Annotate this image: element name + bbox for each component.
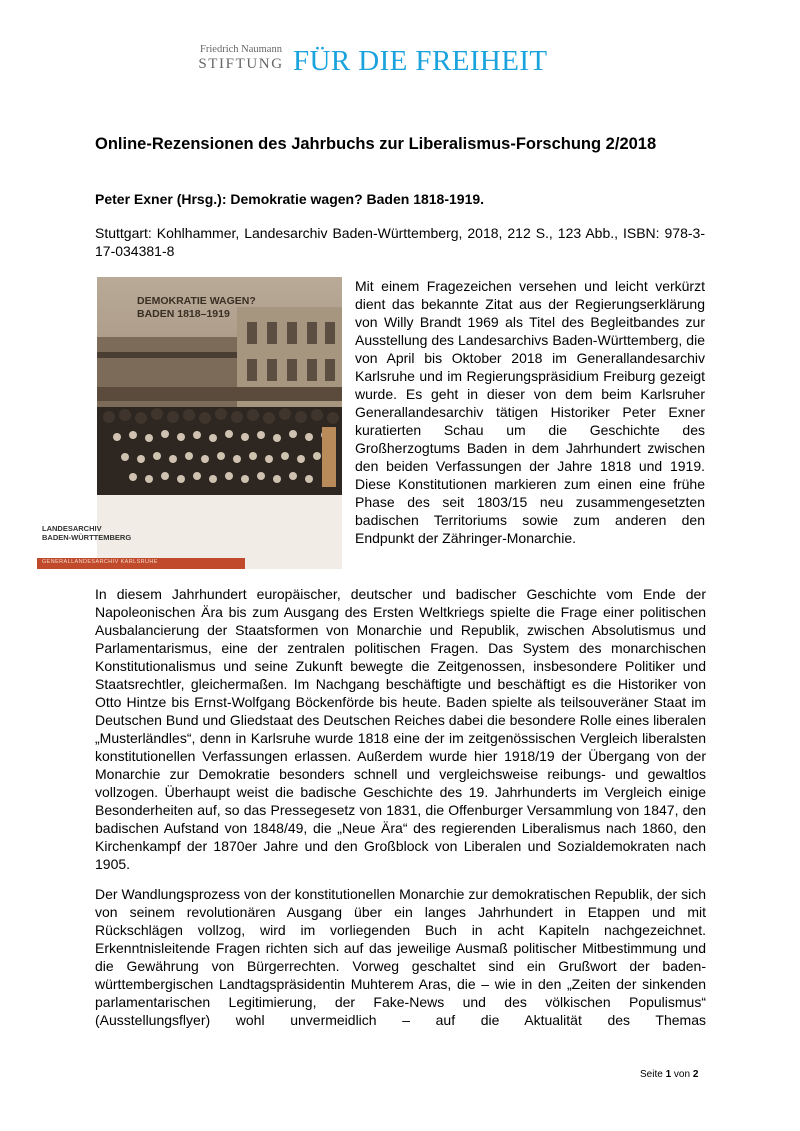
logo-line-2: STIFTUNG bbox=[198, 56, 284, 72]
book-cover-image bbox=[97, 277, 342, 569]
cover-title-line-1: DEMOKRATIE WAGEN? bbox=[137, 295, 256, 307]
cover-archive-line-2: BADEN-WÜRTTEMBERG bbox=[42, 533, 132, 542]
footer-prefix: Seite bbox=[640, 1069, 663, 1080]
cover-subline: GENERALLANDESARCHIV KARLSRUHE bbox=[42, 559, 158, 565]
cover-archive-label bbox=[42, 524, 131, 542]
logo-slogan: FÜR DIE FREIHEIT bbox=[293, 45, 548, 77]
cover-title-line-2: BADEN 1818–1919 bbox=[137, 308, 230, 320]
paragraph-1: Mit einem Fragezeichen versehen und leicht verkürzt dient das bekannte Zitat aus der Regierungserklärung von Willy Brandt 1969 als Titel des Begleitbandes zur Ausstellung des Landesarchivs Baden-Württemberg, die von April bis Oktober 2018 im Generallandesarchiv Karlsruhe und im Regierungspräsidium Freiburg gezeigt wurde. Es geht in dieser von dem beim Karlsruher Generallandesarchiv tätigen Historiker Peter Exner kuratierten Schau um die Geschichte des Großherzogtums Baden in dem Jahrhundert zwischen den beiden Verfassungen der Jahre 1818 und 1919. Diese Konstitutionen markieren zum einen eine frühe Phase des seit 1803/15 neu zusammengesetzten badischen Territoriums sowie zum anderen den Endpunkt der Zähringer-Monarchie. bbox=[355, 278, 705, 546]
cover-archive-line-1: LANDESARCHIV bbox=[42, 524, 102, 533]
publication-info: Stuttgart: Kohlhammer, Landesarchiv Baden-Württemberg, 2018, 212 S., 123 Abb., ISBN: 978-3-17-034381-8 bbox=[95, 225, 705, 259]
paragraph-2: In diesem Jahrhundert europäischer, deutscher und badischer Geschichte vom Ende der Napoleonischen Ära bis zum Ausgang des Ersten Weltkriegs spielte die Frage einer politischen Ausbalancierung der Staatsformen von Monarchie und Republik, zwischen Absolutismus und Parlamentarismus, eine der zentralen politischen Fragen. Das System des monarchischen Konstitutionalismus und seine Zukunft bewegte die Zeitgenossen, insbesondere Politiker und Staatsrechtler, gleichermaßen. Im Nachgang beschäftigte und beschäftigt es die Historiker von Otto Hintze bis Ernst-Wolfgang Böckenförde bis heute. Baden spielte als teilsouveräner Staat im Deutschen Bund und Gliedstaat des Deutschen Reiches dabei die besondere Rolle eines liberalen „Musterländles“, denn in Karlsruhe wurde 1818 eine der im zeitgenössischen Vergleich liberalsten konstitutionellen Verfassungen erlassen. Außerdem wurde hier 1918/19 der Übergang von der Monarchie zur Demokratie besonders schnell und vergleichsweise reibungs- und gewaltlos vollzogen. Überhaupt weist die badische Geschichte des 19. Jahrhunderts im Vergleich einige Besonderheiten auf, so das Pressegesetz von 1831, die Offenburger Versammlung von 1847, den badischen Aufstand von 1848/49, die „Neue Ära“ des regierenden Liberalismus nach 1860, den Kirchenkampf der 1870er Jahre und den Großblock von Liberalen und Sozialdemokraten nach 1905. bbox=[95, 586, 706, 872]
cover-title bbox=[137, 295, 256, 321]
footer-middle: von bbox=[673, 1069, 691, 1080]
logo-foundation-name bbox=[193, 44, 289, 72]
page-footer bbox=[640, 1069, 698, 1080]
footer-total-pages: 2 bbox=[692, 1069, 699, 1080]
book-title: Peter Exner (Hrsg.): Demokratie wagen? Baden 1818-1919. bbox=[95, 191, 485, 207]
footer-current-page: 1 bbox=[665, 1069, 672, 1080]
document-title: Online-Rezensionen des Jahrbuchs zur Liberalismus-Forschung 2/2018 bbox=[95, 135, 657, 153]
logo-line-1: Friedrich Naumann bbox=[200, 44, 282, 55]
paragraph-3: Der Wandlungsprozess von der konstitutionellen Monarchie zur demokratischen Republik, der sich von seinem revolutionären Ausgang über ein langes Jahrhundert in Etappen und mit Rückschlägen vollzog, wird im vorliegenden Buch in acht Kapiteln nachgezeichnet. Erkenntnisleitende Fragen richten sich auf das jeweilige Ausmaß politischer Mitbestimmung und die Gewährung von Bürgerrechten. Vorweg geschaltet sind ein Grußwort der baden-württembergischen Landtagspräsidentin Muhterem Aras, die – wie in den „Zeiten der sinkenden parlamentarischen Legitimierung, der Fake-News und des völkischen Populismus“ (Ausstellungsflyer) wohl unvermeidlich – auf die Aktualität des Themas bbox=[95, 886, 706, 1028]
